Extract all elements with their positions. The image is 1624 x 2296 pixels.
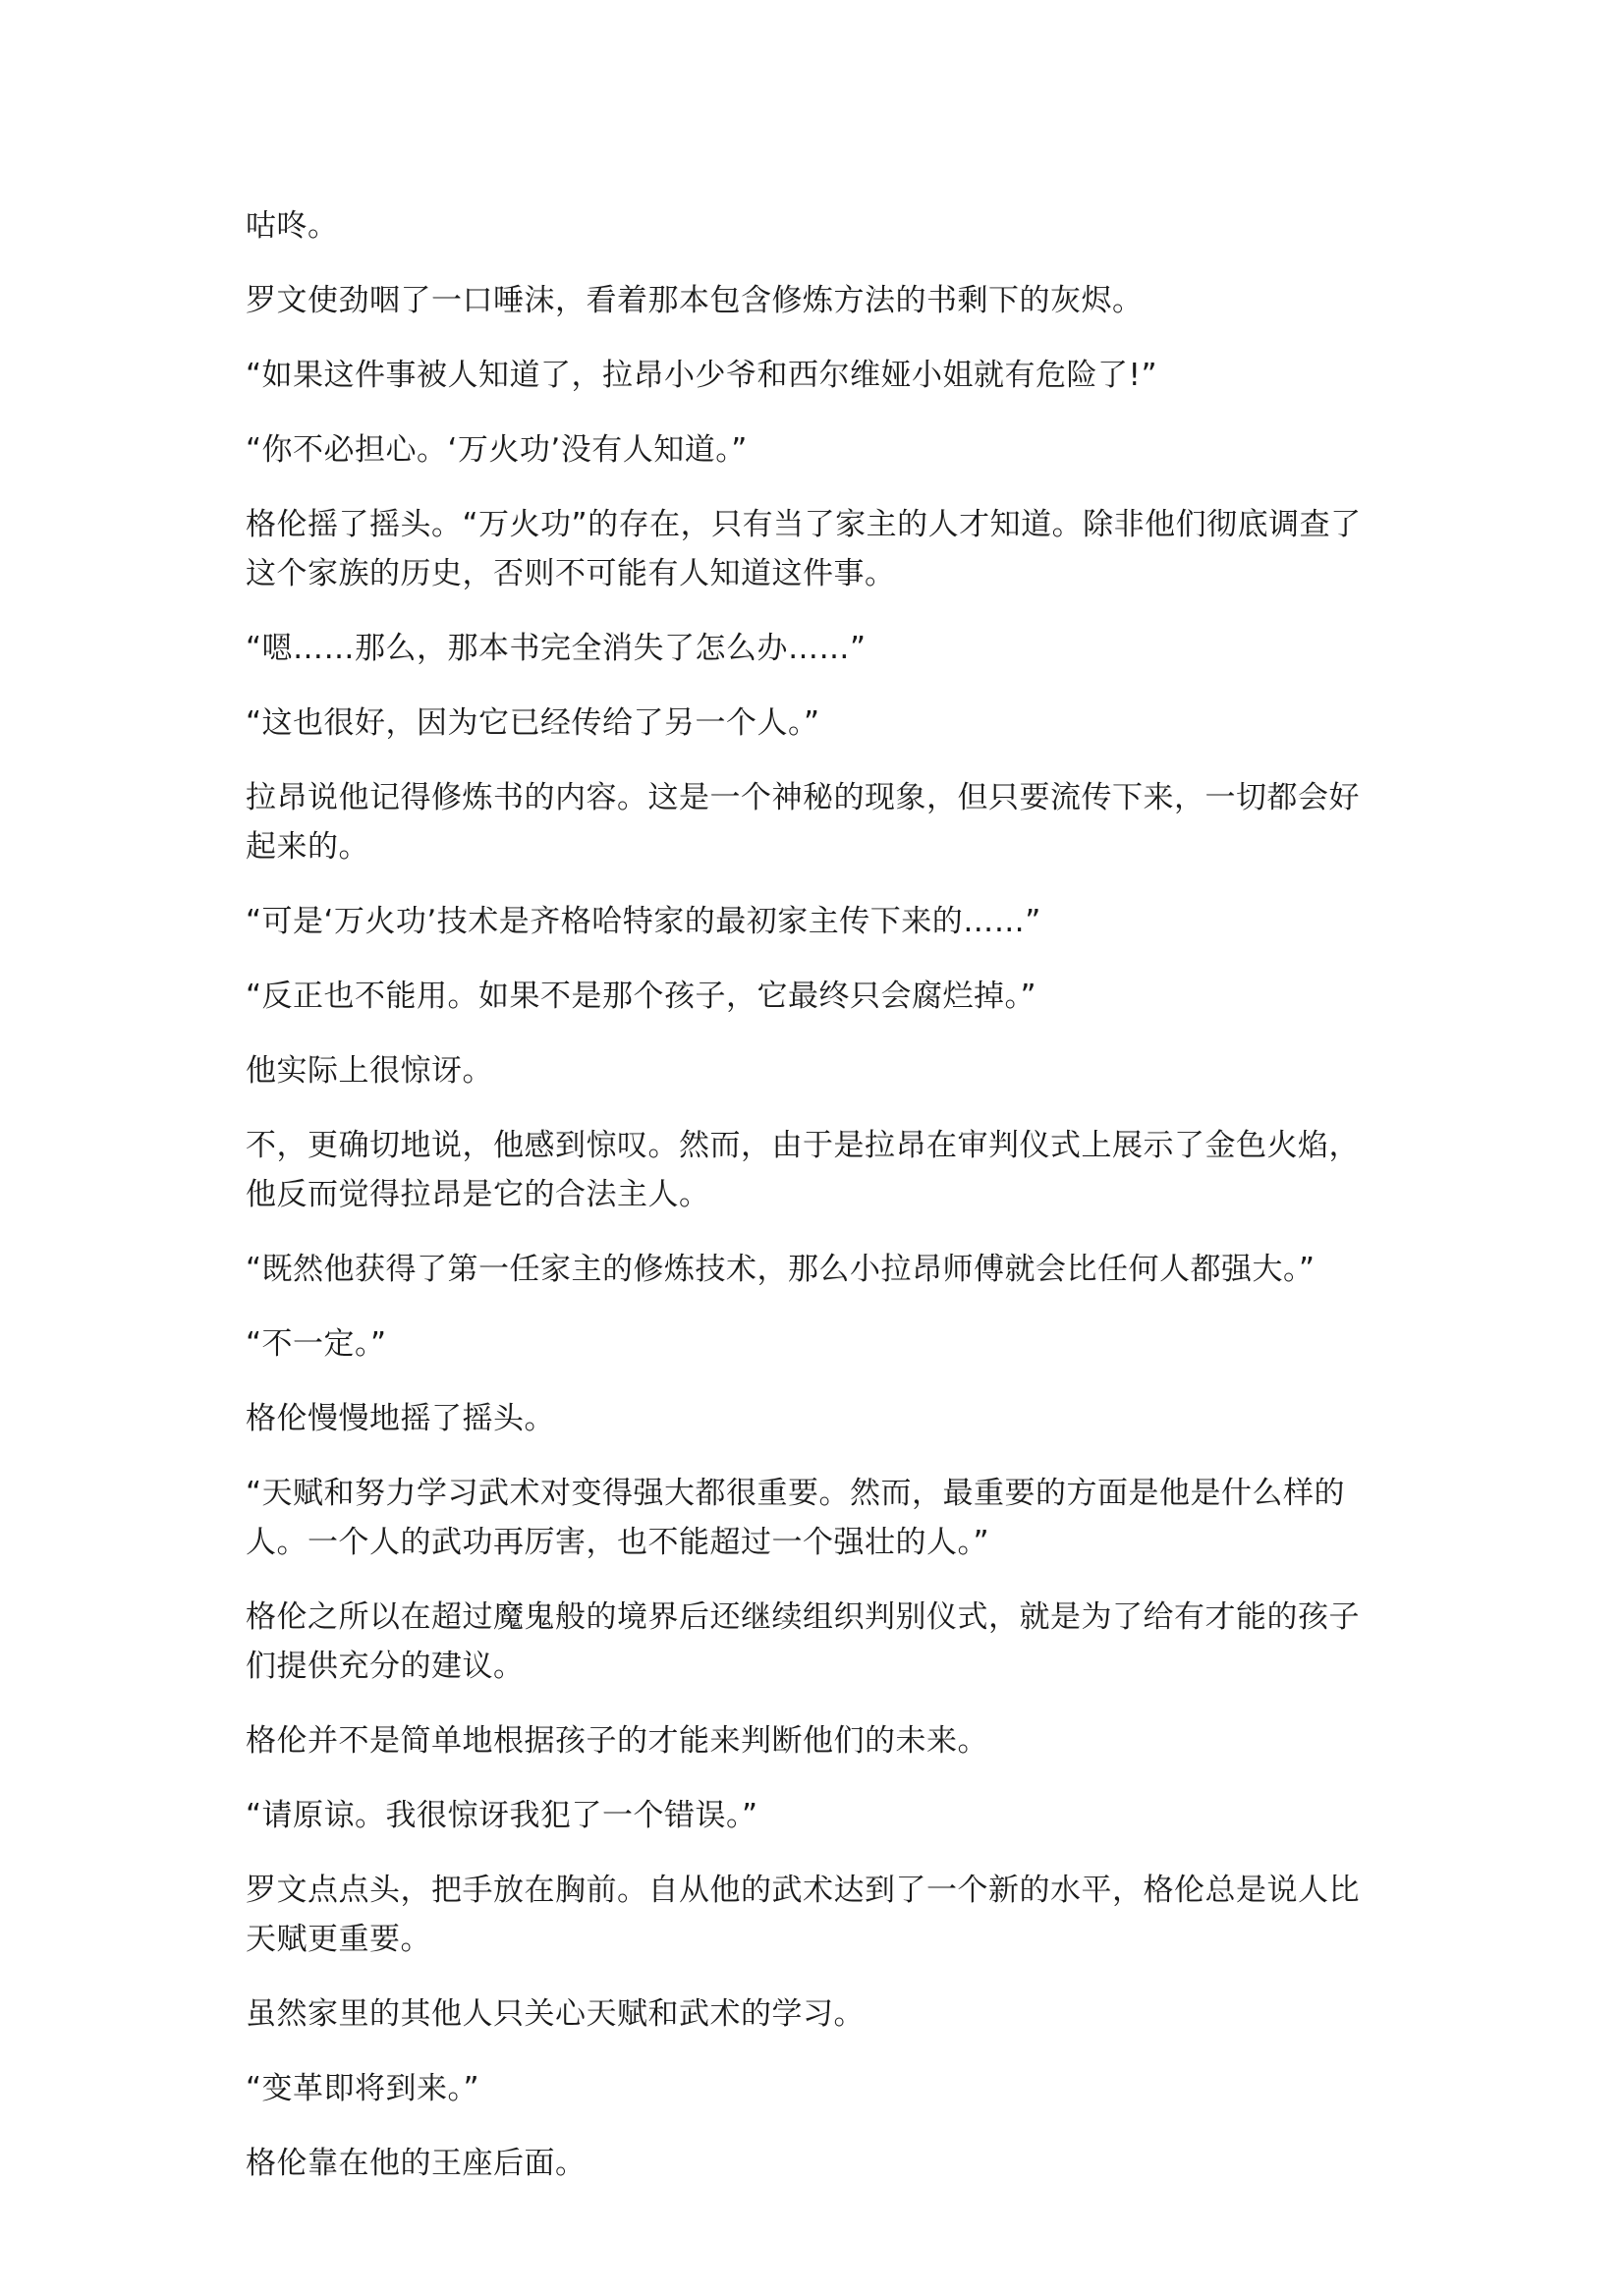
paragraph: “天赋和努力学习武术对变得强大都很重要。然而，最重要的方面是他是什么样的人。一个人的武功再厉害，也不能超过一个强壮的人。”: [246, 1476, 1346, 1560]
paragraph: “请原谅。我很惊讶我犯了一个错误。”: [246, 1798, 758, 1833]
paragraph: “嗯……那么，那本书完全消失了怎么办……”: [246, 631, 867, 666]
paragraph: 格伦靠在他的王座后面。: [246, 2146, 587, 2181]
paragraph: 格伦慢慢地摇了摇头。: [246, 1401, 555, 1436]
paragraph: 罗文点点头，把手放在胸前。自从他的武术达到了一个新的水平，格伦总是说人比天赋更重要。: [246, 1873, 1360, 1957]
paragraph: “不一定。”: [246, 1326, 387, 1362]
paragraph: 咕咚。: [246, 208, 339, 244]
paragraph: 格伦并不是简单地根据孩子的才能来判断他们的未来。: [246, 1723, 988, 1759]
paragraph: 拉昂说他记得修炼书的内容。这是一个神秘的现象，但只要流传下来，一切都会好起来的。: [246, 780, 1360, 865]
paragraph: “既然他获得了第一任家主的修炼技术，那么小拉昂师傅就会比任何人都强大。”: [246, 1252, 1316, 1287]
paragraph: 罗文使劲咽了一口唾沫，看着那本包含修炼方法的书剩下的灰烬。: [246, 283, 1144, 318]
paragraph: “可是‘万火功’技术是齐格哈特家的最初家主传下来的……”: [246, 904, 1041, 939]
paragraph: 虽然家里的其他人只关心天赋和武术的学习。: [246, 1996, 865, 2032]
paragraph: “你不必担心。‘万火功’没有人知道。”: [246, 432, 748, 468]
paragraph: 他实际上很惊讶。: [246, 1053, 493, 1089]
paragraph: 格伦之所以在超过魔鬼般的境界后还继续组织判别仪式，就是为了给有才能的孩子们提供充分的建议。: [246, 1599, 1360, 1684]
paragraph: “反正也不能用。如果不是那个孩子，它最终只会腐烂掉。”: [246, 979, 1037, 1014]
body-text: [246, 201, 1390, 2213]
paragraph: 格伦摇了摇头。“万火功”的存在，只有当了家主的人才知道。除非他们彻底调查了这个家族的历史，否则不可能有人知道这件事。: [246, 507, 1362, 591]
paragraph: 不，更确切地说，他感到惊叹。然而，由于是拉昂在审判仪式上展示了金色火焰，他反而觉得拉昂是它的合法主人。: [246, 1128, 1360, 1212]
paragraph: “这也很好，因为它已经传给了另一个人。”: [246, 705, 820, 741]
paragraph: “如果这件事被人知道了，拉昂小少爷和西尔维娅小姐就有危险了!”: [246, 358, 1158, 393]
paragraph: “变革即将到来。”: [246, 2071, 480, 2106]
